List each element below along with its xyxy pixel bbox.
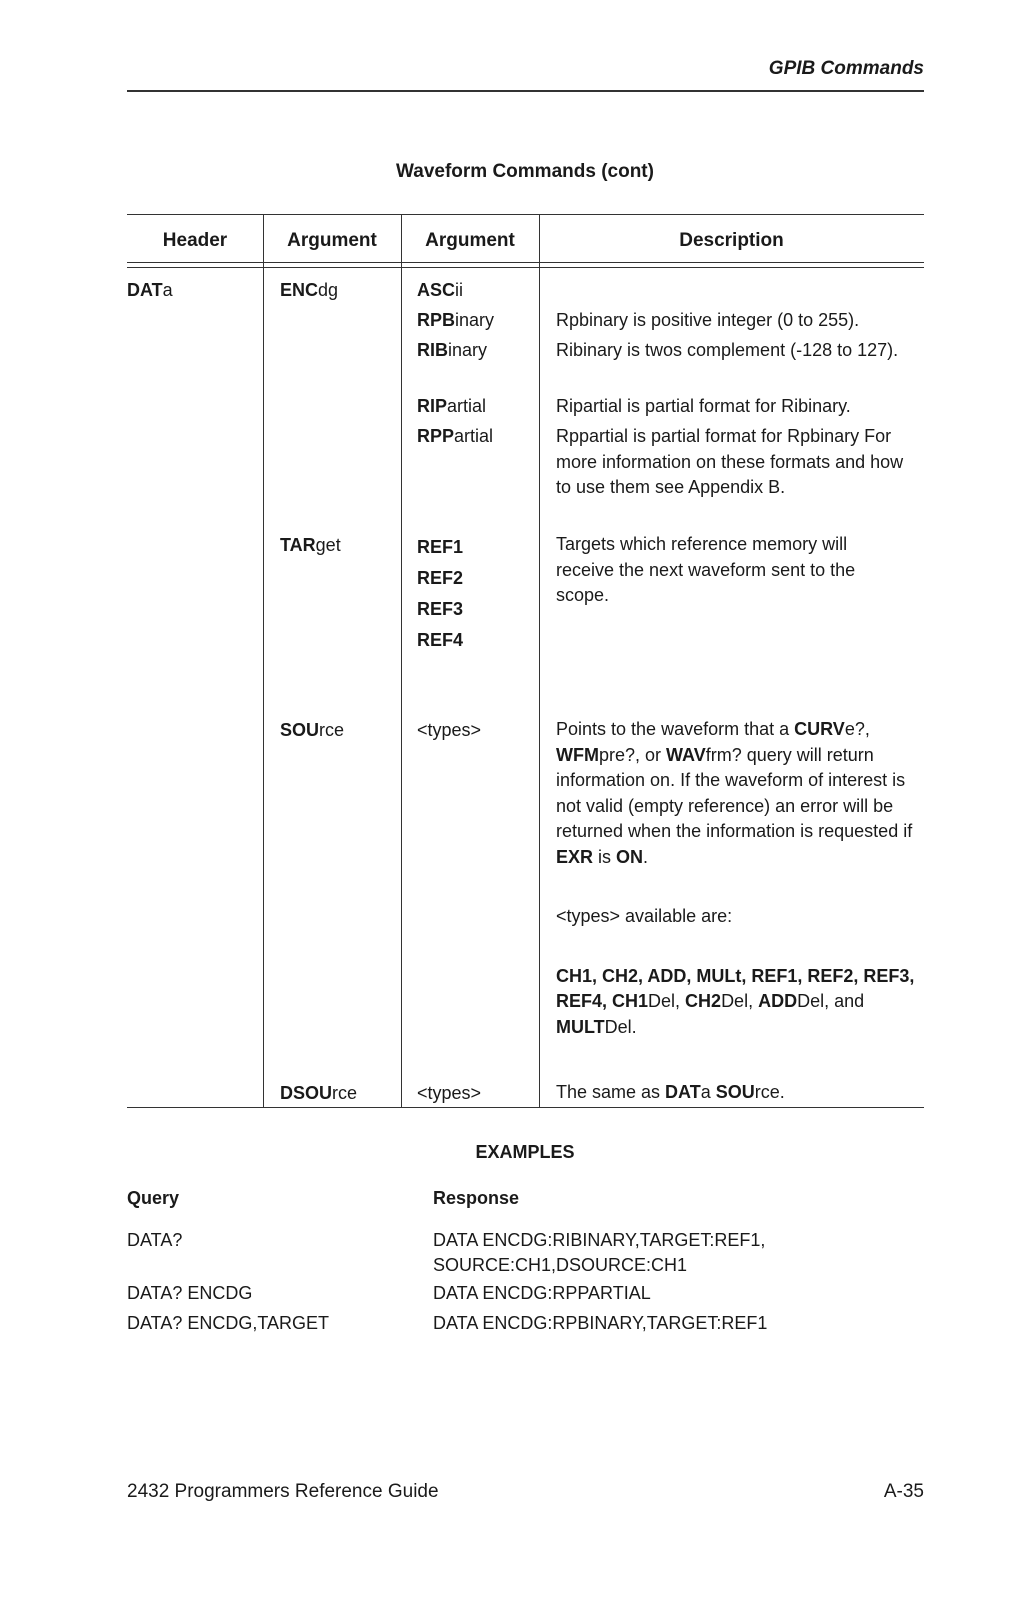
arg-dsource-bold: DSOU bbox=[280, 1083, 333, 1103]
encdg-value bbox=[417, 423, 494, 449]
t: MULT bbox=[556, 1016, 605, 1037]
arg-encdg-bold: ENC bbox=[280, 280, 319, 300]
arg-encdg bbox=[280, 277, 338, 303]
header-cell-data bbox=[127, 277, 173, 303]
t: pre?, or bbox=[598, 744, 667, 765]
value-bold: ASC bbox=[417, 280, 456, 300]
t: rce. bbox=[754, 1082, 785, 1102]
t: ADD bbox=[758, 991, 798, 1011]
target-description: Targets which reference memory will receive the next waveform sent to the scope. bbox=[556, 534, 856, 605]
page-header bbox=[127, 58, 924, 92]
arg-source-rest: rce bbox=[319, 720, 345, 740]
arg-encdg-rest: dg bbox=[318, 280, 339, 300]
source-desc-p3 bbox=[556, 964, 924, 1041]
column-divider bbox=[401, 214, 402, 1108]
t: Del. bbox=[604, 1016, 637, 1037]
example-response: DATA ENCDG:RPBINARY,TARGET:REF1 bbox=[433, 1313, 768, 1333]
header-rule bbox=[127, 262, 924, 263]
value-bold: RPB bbox=[417, 310, 456, 330]
encdg-value bbox=[417, 307, 494, 337]
encdg-value bbox=[417, 393, 494, 423]
examples-title: EXAMPLES bbox=[475, 1142, 575, 1162]
table-title: Waveform Commands (cont) bbox=[396, 161, 654, 182]
target-value: REF3 bbox=[417, 599, 464, 619]
desc-line: Rppartial is partial format for Rpbinary For more information on these formats and how to use them see Appendix B. bbox=[556, 426, 904, 497]
t: Del, bbox=[648, 991, 686, 1011]
dsource-description bbox=[556, 1080, 926, 1106]
example-response: DATA ENCDG:RPPARTIAL bbox=[433, 1283, 651, 1303]
encdg-value bbox=[417, 277, 494, 307]
column-divider bbox=[539, 214, 540, 1108]
t: CURV bbox=[794, 719, 845, 739]
value-rest: inary bbox=[448, 340, 488, 360]
t: Del, bbox=[721, 991, 759, 1011]
target-value: REF2 bbox=[417, 568, 464, 588]
target-value: REF4 bbox=[417, 630, 464, 650]
table-top-rule bbox=[127, 214, 924, 215]
example-query: DATA? ENCDG bbox=[127, 1283, 253, 1303]
t: The same as bbox=[556, 1082, 666, 1102]
example-query: DATA? bbox=[127, 1230, 183, 1250]
column-divider bbox=[263, 214, 264, 1108]
arg-dsource bbox=[280, 1080, 357, 1106]
source-desc-p1 bbox=[556, 717, 924, 870]
col-header-header: Header bbox=[162, 230, 228, 251]
t: SOU bbox=[715, 1082, 755, 1102]
desc-line: Ribinary is twos complement (-128 to 127). bbox=[556, 340, 899, 360]
running-header: GPIB Commands bbox=[768, 58, 924, 79]
source-value: <types> bbox=[417, 720, 482, 740]
value-rest: inary bbox=[455, 310, 495, 330]
t: ON bbox=[616, 846, 644, 867]
col-header-description: Description bbox=[679, 230, 784, 251]
example-response: DATA ENCDG:RIBINARY,TARGET:REF1, SOURCE:CH1,DSOURCE:CH1 bbox=[433, 1230, 766, 1275]
t: Points to the waveform that a bbox=[556, 719, 795, 739]
t: e?, bbox=[844, 719, 870, 739]
encdg-description bbox=[556, 308, 926, 501]
arg-target-rest: get bbox=[315, 535, 341, 555]
col-header-argument-1: Argument bbox=[287, 230, 377, 251]
t: CH1, CH2, ADD, MULt, REF1, REF2, REF3, REF4, CH1 bbox=[556, 965, 915, 1011]
source-description bbox=[556, 717, 926, 1040]
example-query: DATA? ENCDG,TARGET bbox=[127, 1313, 330, 1333]
arg-source bbox=[280, 717, 344, 743]
col-header-argument-2: Argument bbox=[425, 230, 515, 251]
t: CH2 bbox=[685, 991, 722, 1011]
desc-line: Ripartial is partial format for Ribinary. bbox=[556, 396, 851, 416]
commands-table bbox=[127, 214, 924, 1108]
t: a bbox=[700, 1082, 716, 1102]
source-desc-p2: <types> available are: bbox=[556, 906, 733, 926]
desc-line: Rpbinary is positive integer (0 to 255). bbox=[556, 310, 860, 330]
arg-target-bold: TAR bbox=[280, 535, 316, 555]
header-rule-double bbox=[127, 267, 924, 268]
value-rest: ii bbox=[455, 280, 464, 300]
t: frm? query will return information on. If the waveform of interest is not valid (empty reference) an error will be returned when the information is requested if bbox=[556, 744, 913, 841]
target-value: REF1 bbox=[417, 537, 464, 557]
value-bold: RPP bbox=[417, 426, 455, 446]
arg-source-bold: SOU bbox=[280, 720, 320, 740]
arg-dsource-rest: rce bbox=[332, 1083, 358, 1103]
t: Del, and bbox=[797, 991, 865, 1011]
table-bottom-rule bbox=[127, 1107, 924, 1108]
value-bold: RIB bbox=[417, 340, 448, 360]
dsource-value: <types> bbox=[417, 1083, 482, 1103]
t: EXR bbox=[556, 846, 594, 867]
t: . bbox=[643, 846, 649, 867]
target-values bbox=[417, 532, 463, 656]
t: WFM bbox=[556, 744, 599, 765]
query-heading: Query bbox=[127, 1188, 180, 1208]
page-number: A-35 bbox=[883, 1481, 924, 1502]
t: DAT bbox=[665, 1082, 701, 1102]
value-rest: artial bbox=[454, 426, 494, 446]
encdg-value bbox=[417, 337, 494, 393]
header-cell-text: DAT bbox=[127, 280, 163, 300]
response-heading: Response bbox=[433, 1188, 520, 1208]
header-cell-suffix: a bbox=[162, 280, 173, 300]
value-bold: RIP bbox=[417, 396, 448, 416]
arg-target bbox=[280, 532, 341, 558]
t: is bbox=[593, 846, 617, 867]
encdg-values bbox=[417, 277, 494, 449]
t: WAV bbox=[666, 744, 706, 765]
value-rest: artial bbox=[447, 396, 487, 416]
footer-title: 2432 Programmers Reference Guide bbox=[127, 1481, 439, 1502]
